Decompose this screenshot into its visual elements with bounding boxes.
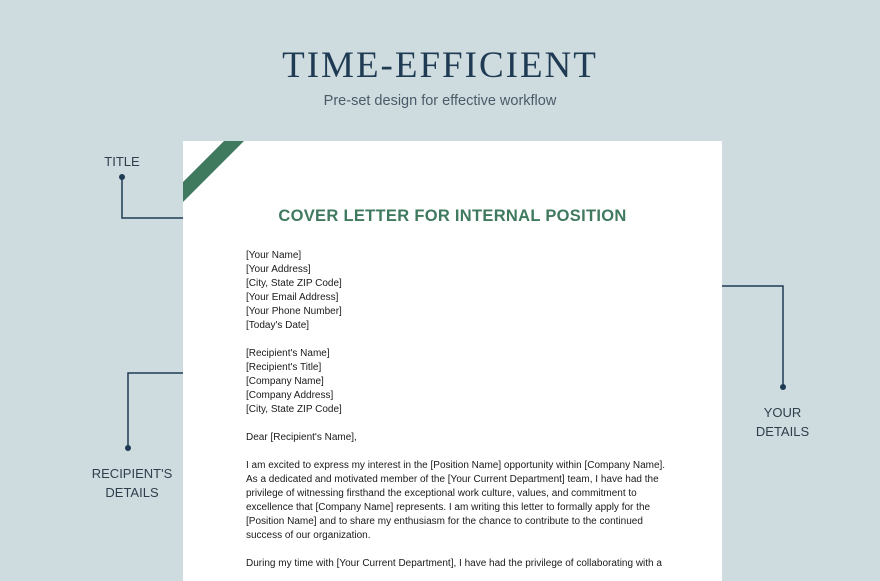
sender-date: [Today's Date] [246,320,310,331]
sender-block [246,249,666,333]
corner-ribbon [183,141,253,211]
your-details-connector-dot [780,384,786,390]
paragraph-line: As a dedicated and motivated member of the [Your Current Department] team, I have had the [246,474,659,485]
recipients-connector-dot [125,445,131,451]
title-connector-dot [119,174,125,180]
sender-address: [Your Address] [246,264,311,275]
document-title: COVER LETTER FOR INTERNAL POSITION [278,207,627,225]
paragraph-line: success of our organization. [246,530,371,541]
recipient-city: [City, State ZIP Code] [246,404,342,415]
callout-title [96,152,148,171]
recipient-company-address: [Company Address] [246,390,334,401]
document-body [246,249,666,581]
callout-recipients-details [84,464,180,502]
sender-city: [City, State ZIP Code] [246,278,342,289]
recipient-name: [Recipient's Name] [246,348,330,359]
sender-email: [Your Email Address] [246,292,339,303]
page-subheadline: Pre-set design for effective workflow [323,93,557,109]
sender-phone: [Your Phone Number] [246,306,342,317]
paragraph-line: privilege of witnessing firsthand the exceptional work culture, values, and commitment to [246,488,637,499]
callout-recipients-line2: DETAILS [105,485,159,500]
recipient-company: [Company Name] [246,376,324,387]
sender-name: [Your Name] [246,250,302,261]
recipient-block [246,347,666,417]
letter-document [183,141,722,581]
callout-recipients-line1: RECIPIENT'S [91,466,173,481]
callout-your-details [745,403,820,441]
paragraph-1 [246,459,666,543]
paragraph-2 [246,557,666,571]
callout-your-details-line2: DETAILS [755,424,810,439]
paragraph-line: During my time with [Your Current Department], I have had the privilege of collaborating with a [246,558,662,569]
page-headline: TIME-EFFICIENT [282,45,598,86]
callout-your-details-line1: YOUR [763,405,802,420]
paragraph-line: [Position Name] and to share my enthusiasm for the chance to contribute to the continued [246,516,643,527]
recipient-title: [Recipient's Title] [246,362,322,373]
paragraph-line: excellence that [Company Name] represents. I am writing this letter to formally apply for the [246,502,651,513]
paragraph-line: I am excited to express my interest in the [Position Name] opportunity within [Company Name]. [246,460,666,471]
callout-title-label: TITLE [104,154,140,169]
salutation: Dear [Recipient's Name], [246,432,357,443]
